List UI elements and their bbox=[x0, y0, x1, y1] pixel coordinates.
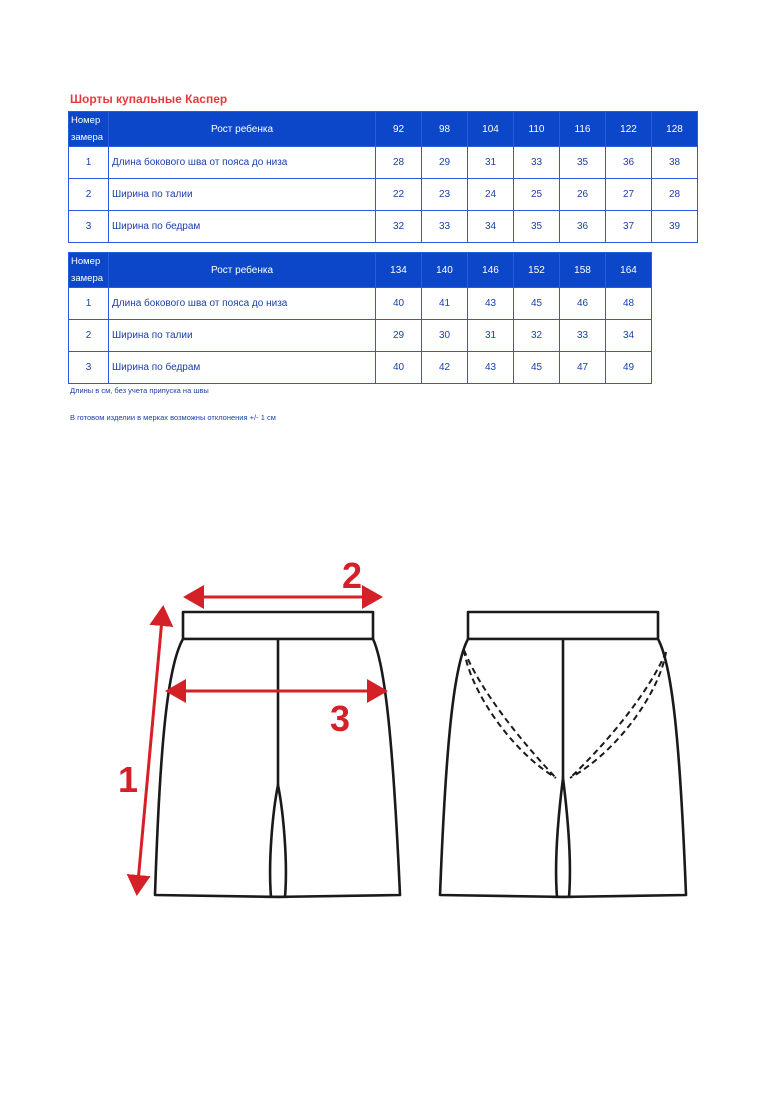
measure-value: 48 bbox=[606, 288, 652, 320]
measure-value: 29 bbox=[422, 147, 468, 179]
measure-value: 49 bbox=[606, 352, 652, 384]
size-header: 98 bbox=[422, 112, 468, 147]
measure-value: 45 bbox=[514, 352, 560, 384]
measure-label: Ширина по бедрам bbox=[109, 352, 376, 384]
number-header-line-1: Номер bbox=[71, 115, 101, 126]
measure-value: 33 bbox=[514, 147, 560, 179]
table-row bbox=[69, 320, 652, 352]
height-column-header: Рост ребенка bbox=[109, 112, 376, 147]
measure-value: 24 bbox=[468, 179, 514, 211]
measure-value: 25 bbox=[514, 179, 560, 211]
shorts-diagram bbox=[0, 540, 762, 940]
size-header: 164 bbox=[606, 253, 652, 288]
measure-value: 47 bbox=[560, 352, 606, 384]
table-row bbox=[69, 288, 652, 320]
table-header-row bbox=[69, 253, 652, 288]
measure-value: 32 bbox=[376, 211, 422, 243]
measure-number: 2 bbox=[69, 179, 109, 211]
measure-value: 43 bbox=[468, 288, 514, 320]
measure-value: 28 bbox=[376, 147, 422, 179]
measure-value: 35 bbox=[514, 211, 560, 243]
measure-value: 28 bbox=[652, 179, 698, 211]
number-header-line-1: Номер bbox=[71, 256, 101, 267]
number-column-header bbox=[69, 253, 109, 288]
marker-label-3: 3 bbox=[330, 698, 351, 739]
marker-label-1: 1 bbox=[118, 759, 139, 800]
measure-number: 1 bbox=[69, 288, 109, 320]
units-note: Длины в см, без учета припуска на швы bbox=[70, 386, 209, 395]
number-header-line-2: замера bbox=[71, 273, 104, 284]
measure-label: Ширина по талии bbox=[109, 320, 376, 352]
measure-number: 1 bbox=[69, 147, 109, 179]
size-header: 104 bbox=[468, 112, 514, 147]
measure-value: 35 bbox=[560, 147, 606, 179]
number-column-header bbox=[69, 112, 109, 147]
size-header: 122 bbox=[606, 112, 652, 147]
size-table-1 bbox=[68, 111, 698, 243]
measure-value: 37 bbox=[606, 211, 652, 243]
measure-value: 43 bbox=[468, 352, 514, 384]
number-header-line-2: замера bbox=[71, 132, 104, 143]
table-row bbox=[69, 211, 698, 243]
shorts-front-view bbox=[155, 612, 400, 897]
measure-value: 40 bbox=[376, 352, 422, 384]
measure-value: 38 bbox=[652, 147, 698, 179]
measure-value: 31 bbox=[468, 320, 514, 352]
measure-value: 29 bbox=[376, 320, 422, 352]
page-title: Шорты купальные Каспер bbox=[70, 92, 228, 106]
size-table-2 bbox=[68, 252, 652, 384]
size-header: 134 bbox=[376, 253, 422, 288]
size-header: 110 bbox=[514, 112, 560, 147]
table-row bbox=[69, 352, 652, 384]
measure-value: 23 bbox=[422, 179, 468, 211]
measure-number: 3 bbox=[69, 352, 109, 384]
front-waistband bbox=[183, 612, 373, 639]
measure-value: 41 bbox=[422, 288, 468, 320]
size-header: 152 bbox=[514, 253, 560, 288]
measure-label: Длина бокового шва от пояса до низа bbox=[109, 147, 376, 179]
measure-value: 32 bbox=[514, 320, 560, 352]
height-column-header: Рост ребенка bbox=[109, 253, 376, 288]
measure-value: 42 bbox=[422, 352, 468, 384]
back-waistband bbox=[468, 612, 658, 639]
measure-value: 36 bbox=[560, 211, 606, 243]
size-header: 92 bbox=[376, 112, 422, 147]
size-header: 116 bbox=[560, 112, 606, 147]
size-header: 158 bbox=[560, 253, 606, 288]
shorts-back-view bbox=[440, 612, 686, 897]
measure-number: 3 bbox=[69, 211, 109, 243]
measure-value: 26 bbox=[560, 179, 606, 211]
table-header-row bbox=[69, 112, 698, 147]
measure-value: 30 bbox=[422, 320, 468, 352]
size-header: 128 bbox=[652, 112, 698, 147]
measure-value: 45 bbox=[514, 288, 560, 320]
tolerance-note: В готовом изделии в мерках возможны отклонения +/- 1 см bbox=[70, 413, 276, 422]
measure-value: 34 bbox=[468, 211, 514, 243]
measure-value: 40 bbox=[376, 288, 422, 320]
measure-value: 33 bbox=[422, 211, 468, 243]
measure-value: 36 bbox=[606, 147, 652, 179]
size-header: 140 bbox=[422, 253, 468, 288]
size-header: 146 bbox=[468, 253, 514, 288]
measure-label: Ширина по бедрам bbox=[109, 211, 376, 243]
table-row bbox=[69, 147, 698, 179]
measure-value: 39 bbox=[652, 211, 698, 243]
measure-number: 2 bbox=[69, 320, 109, 352]
measure-value: 46 bbox=[560, 288, 606, 320]
measure-value: 31 bbox=[468, 147, 514, 179]
marker-label-2: 2 bbox=[342, 555, 363, 596]
measure-value: 22 bbox=[376, 179, 422, 211]
measure-value: 27 bbox=[606, 179, 652, 211]
measure-value: 33 bbox=[560, 320, 606, 352]
measure-value: 34 bbox=[606, 320, 652, 352]
measure-label: Длина бокового шва от пояса до низа bbox=[109, 288, 376, 320]
measure-label: Ширина по талии bbox=[109, 179, 376, 211]
table-row bbox=[69, 179, 698, 211]
